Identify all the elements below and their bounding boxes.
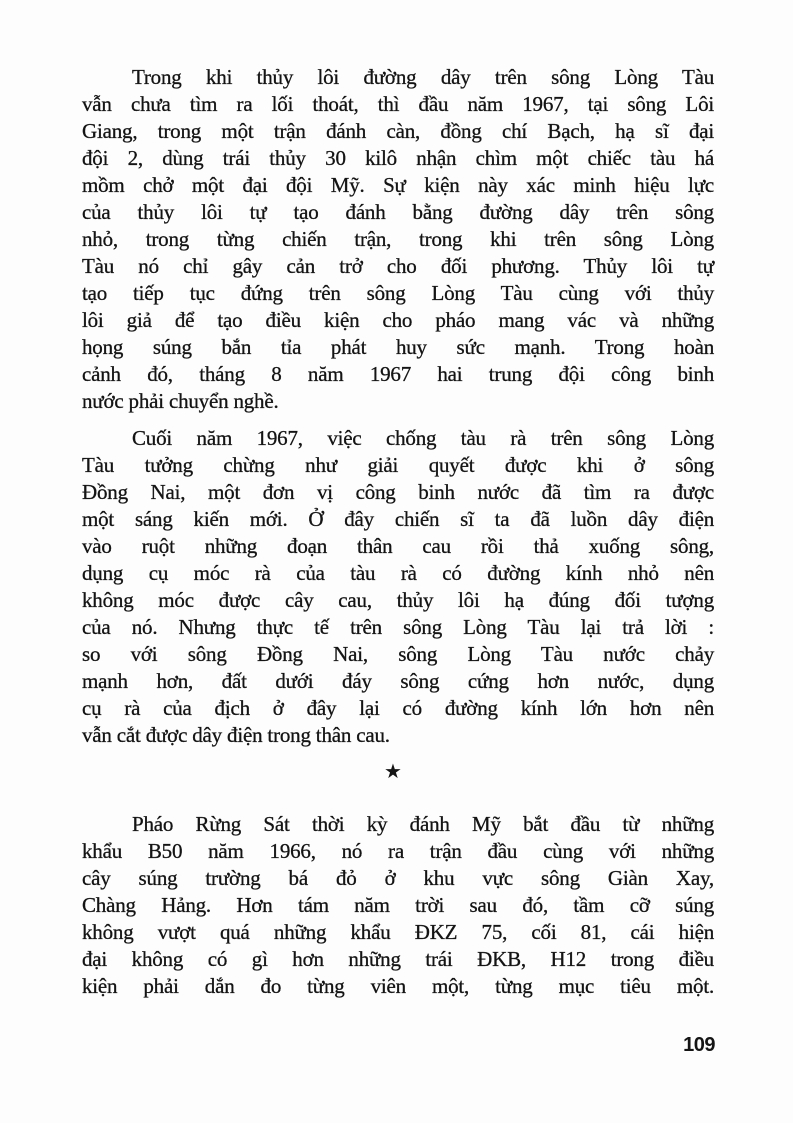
page-number: 109 — [683, 1034, 715, 1056]
text-line: tạo tiếp tục đứng trên sông Lòng Tàu cùng với thủy — [82, 281, 714, 305]
text-line: cảnh đó, tháng 8 năm 1967 hai trung đội công binh — [82, 362, 714, 386]
text-line: khẩu B50 năm 1966, nó ra trận đầu cùng với những — [82, 839, 714, 863]
text-line: vào ruột những đoạn thân cau rồi thả xuống sông, — [82, 534, 714, 558]
text-line: họng súng bắn tỉa phát huy sức mạnh. Trong hoàn — [82, 335, 714, 359]
text-line: một sáng kiến mới. Ở đây chiến sĩ ta đã luồn dây điện — [82, 507, 714, 531]
text-line: Cuối năm 1967, việc chống tàu rà trên sông Lòng — [132, 426, 714, 450]
paragraph-2 — [82, 425, 714, 749]
text-line: vẫn chưa tìm ra lối thoát, thì đầu năm 1967, tại sông Lôi — [82, 92, 714, 116]
text-line: mạnh hơn, đất dưới đáy sông cứng hơn nước, dụng — [82, 669, 714, 693]
text-line: đội 2, dùng trái thủy 30 kilô nhận chìm một chiếc tàu há — [82, 146, 714, 170]
text-line: của thủy lôi tự tạo đánh bằng đường dây trên sông — [82, 200, 714, 224]
text-line: không vượt quá những khẩu ĐKZ 75, cối 81, cái hiện — [82, 920, 714, 944]
text-line: đại không có gì hơn những trái ĐKB, H12 trong điều — [82, 947, 714, 971]
text-line: lôi giả để tạo điều kiện cho pháo mang vác và những — [82, 308, 714, 332]
text-line: cây súng trường bá đỏ ở khu vực sông Giàn Xay, — [82, 866, 714, 890]
text-line: nhỏ, trong từng chiến trận, trong khi trên sông Lòng — [82, 227, 714, 251]
text-line: Giang, trong một trận đánh càn, đồng chí Bạch, hạ sĩ đại — [82, 119, 714, 143]
text-line: so với sông Đồng Nai, sông Lòng Tàu nước chảy — [82, 642, 714, 666]
text-line: Đồng Nai, một đơn vị công binh nước đã tìm ra được — [82, 480, 714, 504]
text-line: Trong khi thủy lôi đường dây trên sông Lòng Tàu — [132, 65, 714, 89]
text-line: Chàng Hảng. Hơn tám năm trời sau đó, tầm cỡ súng — [82, 893, 714, 917]
text-line: vẫn cắt được dây điện trong thân cau. — [82, 723, 390, 747]
paragraph-1 — [82, 64, 714, 415]
text-line: mồm chở một đại đội Mỹ. Sự kiện này xác minh hiệu lực — [82, 173, 714, 197]
text-line: Pháo Rừng Sát thời kỳ đánh Mỹ bắt đầu từ những — [132, 812, 714, 836]
text-line: Tàu tưởng chừng như giải quyết được khi ở sông — [82, 453, 714, 477]
text-line: cụ rà của địch ở đây lại có đường kính lớn hơn nên — [82, 696, 714, 720]
text-line: không móc được cây cau, thủy lôi hạ đúng đối tượng — [82, 588, 714, 612]
text-line: nước phải chuyển nghề. — [82, 389, 279, 413]
text-line: Tàu nó chỉ gây cản trở cho đối phương. Thủy lôi tự — [82, 254, 714, 278]
text-line: kiện phải dắn đo từng viên một, từng mục tiêu một. — [82, 974, 714, 998]
text-line: dụng cụ móc rà của tàu rà có đường kính nhỏ nên — [82, 561, 714, 585]
section-separator-star: ★ — [384, 761, 402, 783]
text-line: của nó. Nhưng thực tế trên sông Lòng Tàu lại trả lời : — [82, 615, 714, 639]
paragraph-3 — [82, 811, 714, 1000]
